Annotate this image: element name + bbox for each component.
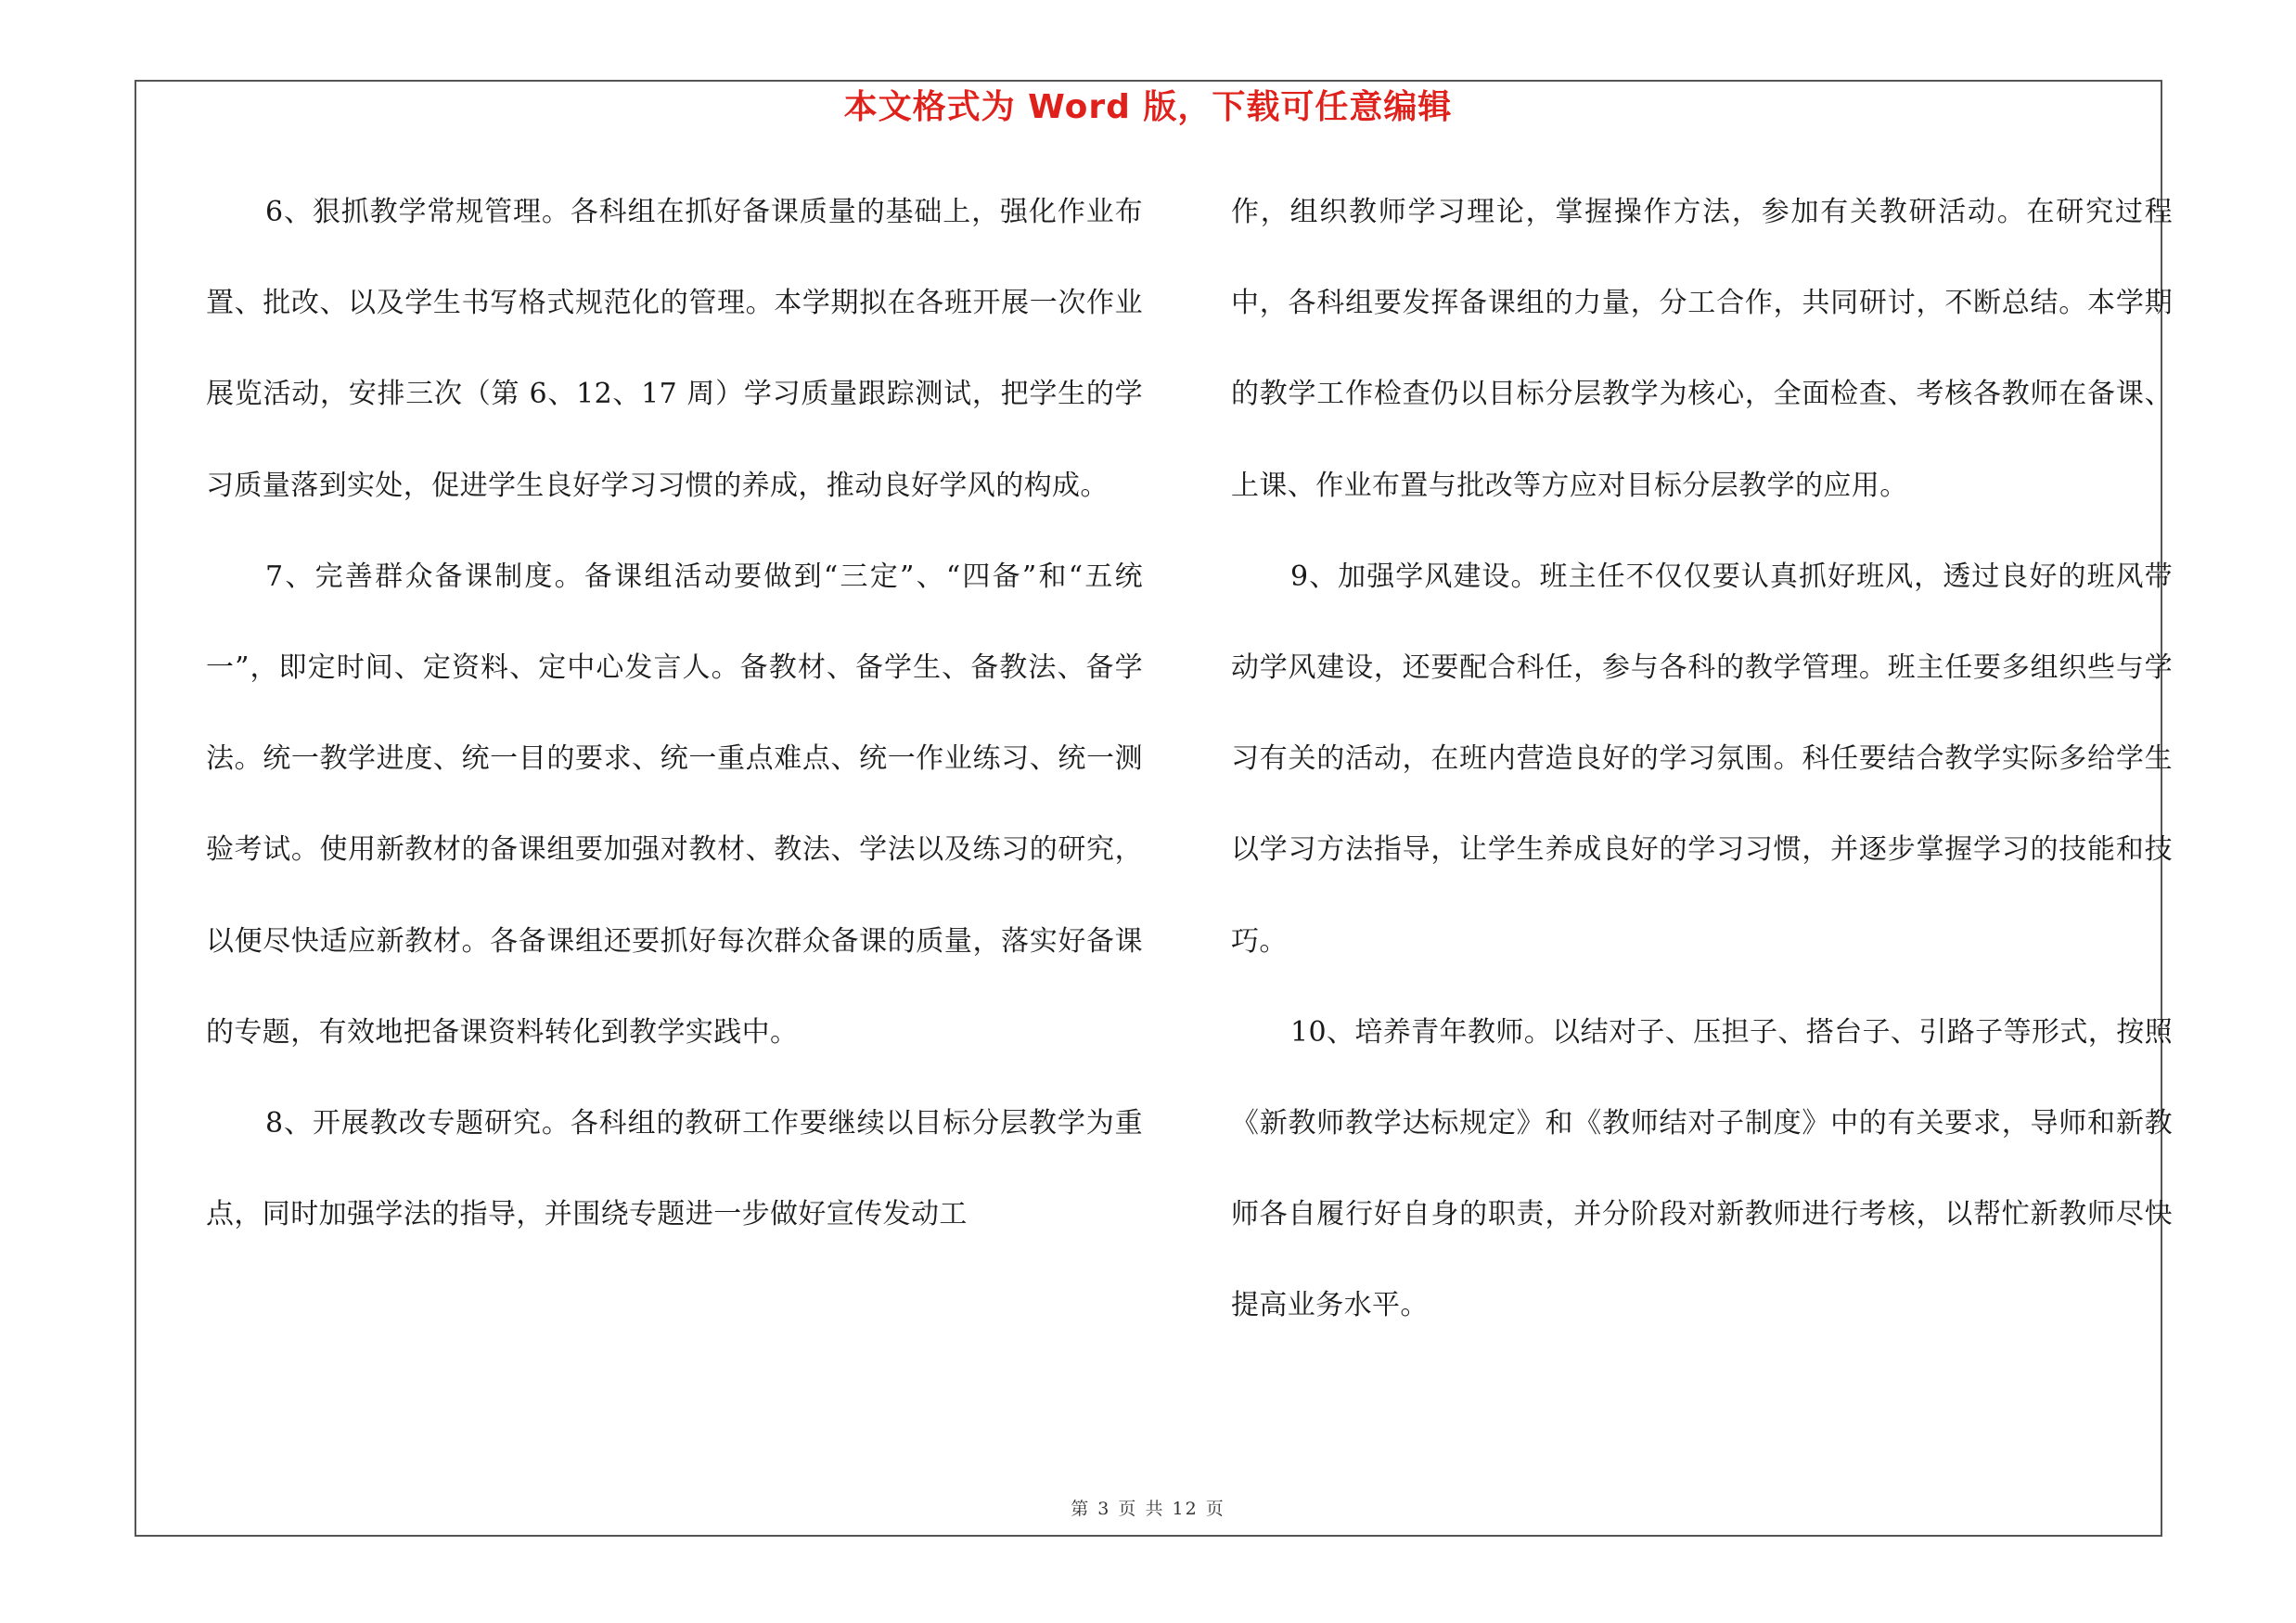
- right-column: [1231, 167, 2173, 1352]
- paragraph-item-6: 6、狠抓教学常规管理。各科组在抓好备课质量的基础上，强化作业布置、批改、以及学生书写格式规范化的管理。本学期拟在各班开展一次作业展览活动，安排三次（第 6、12、17 周）学习质量跟踪测试，把学生的学习质量落到实处，促进学生良好学习习惯的养成，推动良好学风的构成。: [206, 196, 1143, 502]
- paragraph-item-8-continued: 作，组织教师学习理论，掌握操作方法，参加有关教研活动。在研究过程中，各科组要发挥备课组的力量，分工合作，共同研讨，不断总结。本学期的教学工作检查仍以目标分层教学为核心，全面检查、考核各教师在备课、上课、作业布置与批改等方应对目标分层教学的应用。: [1231, 196, 2173, 502]
- left-column: [206, 167, 1143, 1260]
- paragraph-item-8: 8、开展教改专题研究。各科组的教研工作要继续以目标分层教学为重点，同时加强学法的指导，并围绕专题进一步做好宣传发动工: [206, 1107, 1143, 1231]
- paragraph-item-9: 9、加强学风建设。班主任不仅仅要认真抓好班风，透过良好的班风带动学风建设，还要配合科任，参与各科的教学管理。班主任要多组织些与学习有关的活动，在班内营造良好的学习氛围。科任要结合教学实际多给学生以学习方法指导，让学生养成良好的学习习惯，并逐步掌握学习的技能和技巧。: [1231, 560, 2173, 958]
- paragraph-item-10: 10、培养青年教师。以结对子、压担子、搭台子、引路子等形式，按照《新教师教学达标规定》和《教师结对子制度》中的有关要求，导师和新教师各自履行好自身的职责，并分阶段对新教师进行考核，以帮忙新教师尽快提高业务水平。: [1231, 1015, 2173, 1322]
- document-banner: 本文格式为 Word 版，下载可任意编辑: [843, 88, 1453, 126]
- page-number-footer: 第 3 页 共 12 页: [1071, 1499, 1225, 1519]
- paragraph-item-7: 7、完善群众备课制度。备课组活动要做到“三定”、“四备”和“五统一”，即定时间、定资料、定中心发言人。备教材、备学生、备教法、备学法。统一教学进度、统一目的要求、统一重点难点、统一作业练习、统一测验考试。使用新教材的备课组要加强对教材、教法、学法以及练习的研究，以便尽快适应新教材。各备课组还要抓好每次群众备课的质量，落实好备课的专题，有效地把备课资料转化到教学实践中。: [206, 560, 1143, 1049]
